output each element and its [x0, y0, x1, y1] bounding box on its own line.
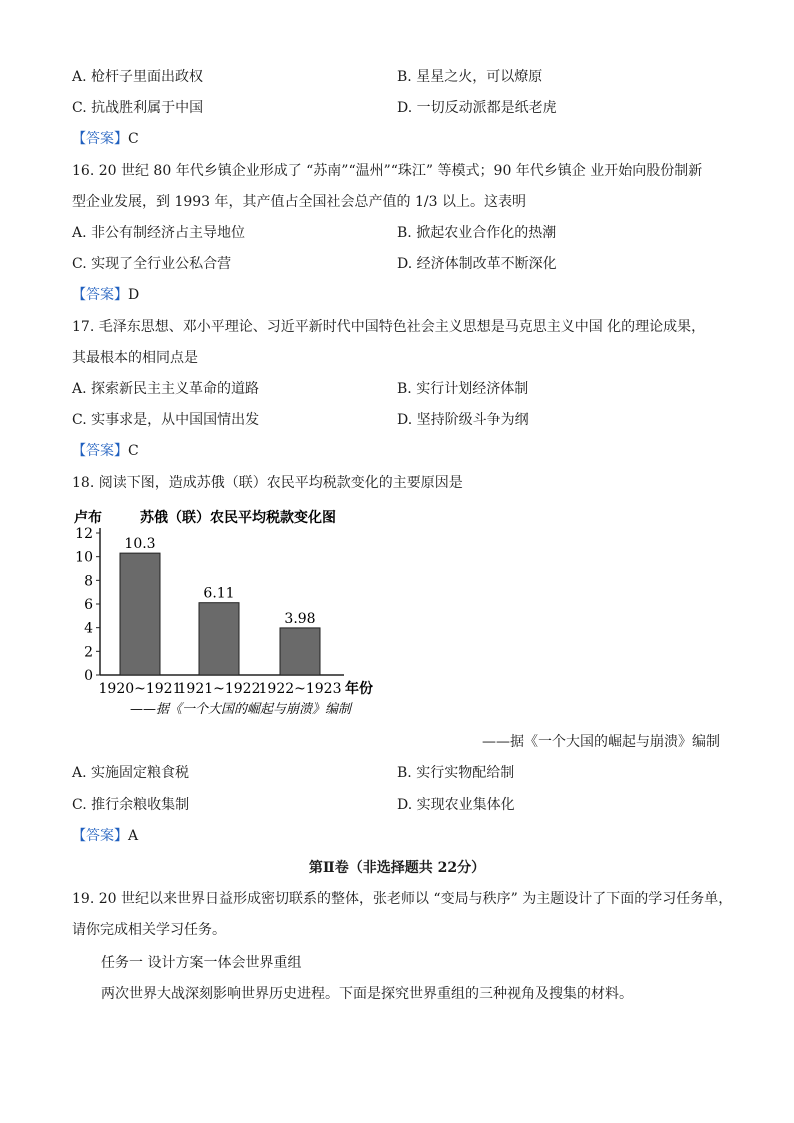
q15-option-b: B. 星星之火，可以燎原 — [397, 69, 543, 85]
answer-value: C — [128, 131, 139, 147]
bar-value-label: 10.3 — [124, 536, 156, 553]
y-tick-label: 4 — [84, 620, 93, 637]
y-tick-label: 0 — [84, 668, 93, 684]
chart-y-ticks — [75, 526, 100, 684]
chart-svg — [64, 500, 394, 725]
x-category-label: 1922~1923 — [258, 681, 342, 697]
answer-tag: 【答案】 — [72, 131, 128, 147]
answer-tag: 【答案】 — [72, 443, 128, 459]
y-tick-label: 12 — [75, 526, 93, 542]
chart-xlabel: 年份 — [345, 681, 373, 697]
answer-tag: 【答案】 — [72, 828, 128, 844]
q19-task1: 任务一 设计方案一体会世界重组 — [101, 955, 302, 971]
q17-stem-line1: 17. 毛泽东思想、邓小平理论、习近平新时代中国特色社会主义思想是马克思主义中国 化的理论成果， — [72, 319, 706, 335]
q18-stem: 18. 阅读下图，造成苏俄（联）农民平均税款变化的主要原因是 — [72, 475, 463, 491]
chart-bar — [199, 603, 239, 675]
chart-title: 苏俄（联）农民平均税款变化图 — [140, 510, 336, 526]
q19-stem-line1: 19. 20 世纪以来世界日益形成密切联系的整体，张老师以 “变局与秩序” 为主题设计了下面的学习任务单， — [72, 891, 733, 907]
q18-answer — [72, 826, 138, 846]
q16-stem-line2: 型企业发展，到 1993 年，其产值占全国社会总产值的 1/3 以上。这表明 — [72, 194, 526, 210]
q18-source: ——据《一个大国的崛起与崩溃》编制 — [482, 734, 720, 750]
q18-option-d: D. 实现农业集体化 — [397, 797, 515, 813]
bar-value-label: 6.11 — [203, 585, 235, 602]
q17-answer — [72, 441, 139, 461]
answer-value: D — [128, 287, 140, 303]
q17-option-a: A. 探索新民主主义革命的道路 — [72, 381, 260, 397]
y-tick-label: 2 — [84, 644, 93, 661]
answer-value: A — [128, 828, 139, 844]
q16-option-b: B. 掀起农业合作化的热潮 — [397, 225, 557, 241]
q16-stem-line1: 16. 20 世纪 80 年代乡镇企业形成了 “苏南”“温州”“珠江” 等模式；90 年代乡镇企 业开始向股份制新 — [72, 163, 703, 179]
q16-option-c: C. 实现了全行业公私合营 — [72, 256, 232, 272]
q18-option-c: C. 推行余粮收集制 — [72, 797, 190, 813]
q15-option-c: C. 抗战胜利属于中国 — [72, 100, 204, 116]
chart-bars — [120, 536, 320, 675]
x-category-label: 1920~1921 — [98, 681, 182, 697]
q18-option-b: B. 实行实物配给制 — [397, 765, 515, 781]
answer-tag: 【答案】 — [72, 287, 128, 303]
q15-option-a: A. 枪杆子里面出政权 — [72, 69, 204, 85]
q16-option-d: D. 经济体制改革不断深化 — [397, 256, 557, 272]
y-tick-label: 8 — [84, 573, 93, 590]
q15-option-d: D. 一切反动派都是纸老虎 — [397, 100, 557, 116]
y-tick-label: 10 — [75, 549, 93, 566]
answer-value: C — [128, 443, 139, 459]
tax-bar-chart — [64, 500, 394, 725]
q19-task1-text: 两次世界大战深刻影响世界历史进程。下面是探究世界重组的三种视角及搜集的材料。 — [101, 986, 633, 1002]
chart-ylabel: 卢布 — [74, 510, 102, 526]
q18-option-a: A. 实施固定粮食税 — [72, 765, 190, 781]
q17-option-d: D. 坚持阶级斗争为纲 — [397, 412, 529, 428]
q16-answer — [72, 285, 139, 305]
chart-bar — [120, 553, 160, 675]
chart-caption: ——据《一个大国的崛起与崩溃》编制 — [130, 702, 352, 717]
x-category-label: 1921~1922 — [177, 681, 261, 697]
chart-bar — [280, 628, 320, 675]
q19-stem-line2: 请你完成相关学习任务。 — [72, 922, 226, 938]
q17-option-c: C. 实事求是，从中国国情出发 — [72, 412, 260, 428]
q17-stem-line2: 其最根本的相同点是 — [72, 350, 198, 366]
section2-heading: 第Ⅱ卷（非选择题共 22分） — [308, 860, 486, 876]
q17-option-b: B. 实行计划经济体制 — [397, 381, 529, 397]
q16-option-a: A. 非公有制经济占主导地位 — [72, 225, 246, 241]
chart-x-labels — [99, 681, 342, 697]
q15-answer — [72, 129, 139, 149]
y-tick-label: 6 — [84, 597, 93, 613]
bar-value-label: 3.98 — [284, 610, 316, 627]
